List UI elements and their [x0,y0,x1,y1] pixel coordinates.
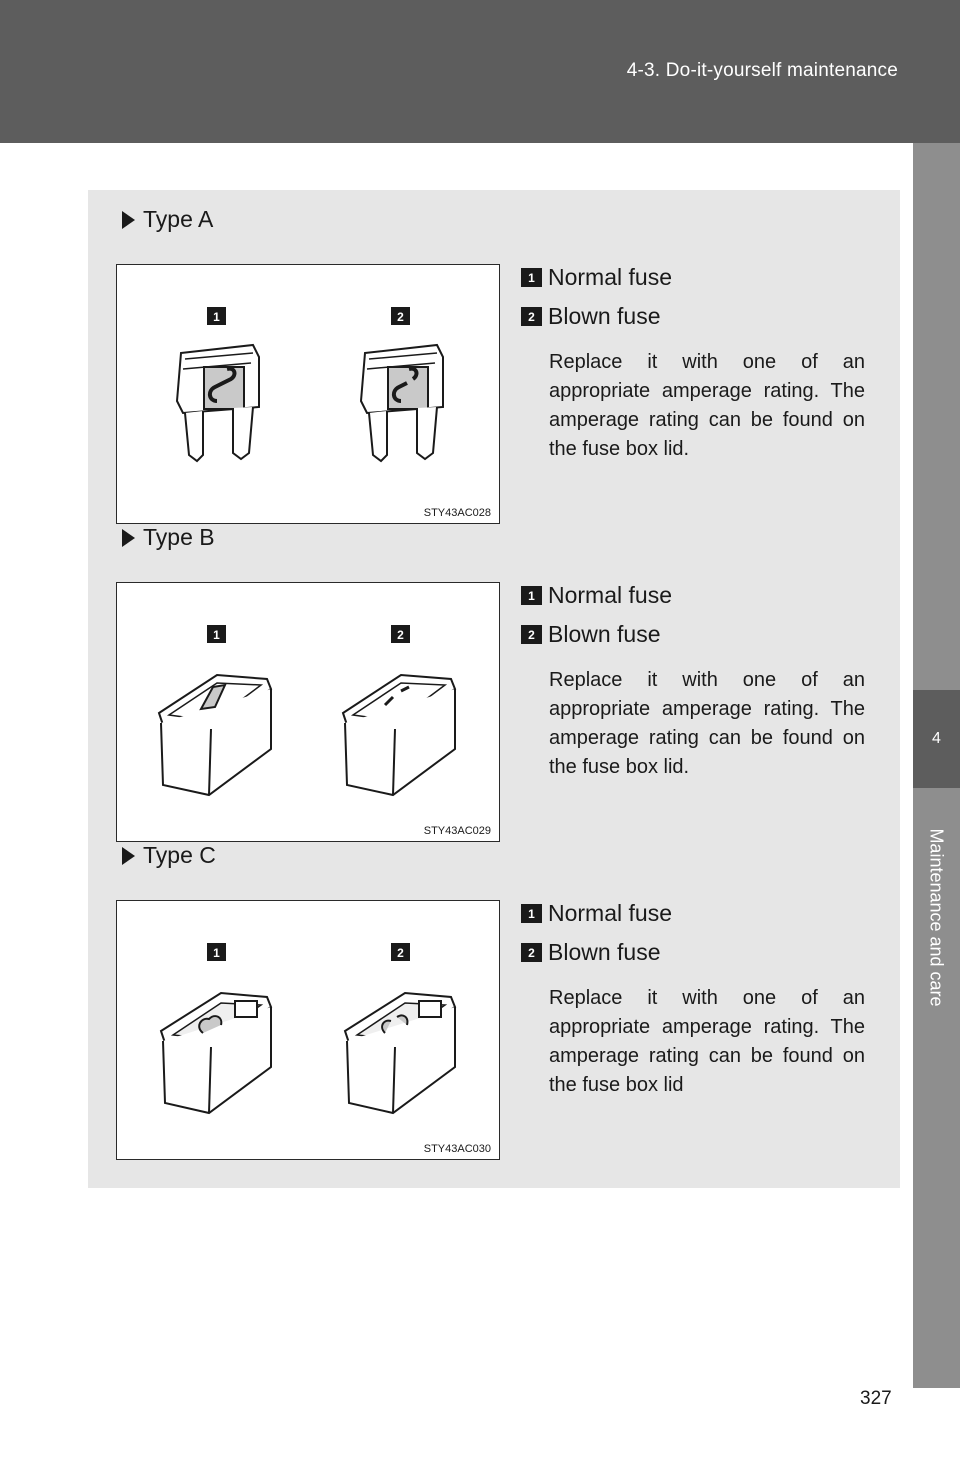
fuse-illustration [116,900,500,1160]
figure-code: STY43AC028 [423,507,491,519]
svg-text:2: 2 [397,946,404,960]
item-number-badge: 1 [521,904,542,923]
arrow-icon [122,847,135,865]
figure-code: STY43AC029 [423,825,491,837]
blade-fuse-drawing [117,265,499,523]
replacement-instruction: Replace it with one of an appropriate amperage rating. The amperage rating can be found on the fuse box lid. [549,351,865,460]
type-heading [122,524,215,551]
header-title: 4-3. Do-it-yourself maintenance [626,60,898,81]
replacement-instruction: Replace it with one of an appropriate amperage rating. The amperage rating can be found on the fuse box lid [549,987,865,1096]
chapter-tab-label-text: Maintenance and care [927,828,947,1007]
arrow-icon [122,211,135,229]
type-heading [122,206,213,233]
item-number-badge: 2 [521,943,542,962]
chapter-tab-label [913,800,960,1035]
svg-text:1: 1 [213,946,220,960]
type-heading-text: Type A [143,206,214,232]
section-type-c [88,826,900,1155]
normal-blade-fuse [177,345,259,461]
open-cartridge-fuse-drawing [117,901,499,1159]
list-item [521,258,866,297]
callout-marker-1 [207,943,226,961]
page-number: 327 [860,1388,892,1409]
chapter-number: 4 [913,690,960,788]
callout-marker-1 [207,625,226,643]
item-number-badge: 1 [521,268,542,287]
cartridge-fuse-drawing [117,583,499,841]
fuse-legend [521,894,866,1100]
blown-cartridge-fuse [343,675,455,795]
list-item [521,615,866,654]
section-type-b [88,508,900,837]
svg-text:1: 1 [213,628,220,642]
figure-code: STY43AC030 [423,1143,491,1155]
blown-open-fuse [345,993,455,1113]
list-item [521,894,866,933]
item-label: Blown fuse [548,939,661,965]
blown-blade-fuse [361,345,443,461]
svg-text:2: 2 [397,310,404,324]
fuse-illustration [116,264,500,524]
svg-text:1: 1 [213,310,220,324]
list-item [521,297,866,336]
type-heading-text: Type C [143,842,216,868]
item-label: Blown fuse [548,303,661,329]
item-number-badge: 2 [521,625,542,644]
item-label: Normal fuse [548,582,672,608]
svg-text:2: 2 [397,628,404,642]
page-header [0,0,960,143]
type-heading-text: Type B [143,524,215,550]
item-label: Normal fuse [548,264,672,290]
fuse-legend [521,576,866,782]
callout-marker-2 [391,943,410,961]
callout-marker-2 [391,625,410,643]
normal-cartridge-fuse [159,675,271,795]
item-label: Normal fuse [548,900,672,926]
fuse-illustration [116,582,500,842]
replacement-instruction: Replace it with one of an appropriate amperage rating. The amperage rating can be found on the fuse box lid. [549,669,865,778]
item-number-badge: 1 [521,586,542,605]
type-heading [122,842,216,869]
callout-marker-2 [391,307,410,325]
list-item [521,933,866,972]
callout-marker-1 [207,307,226,325]
fuse-legend [521,258,866,464]
arrow-icon [122,529,135,547]
item-label: Blown fuse [548,621,661,647]
normal-open-fuse [161,993,271,1113]
section-type-a [88,190,900,519]
list-item [521,576,866,615]
item-number-badge: 2 [521,307,542,326]
